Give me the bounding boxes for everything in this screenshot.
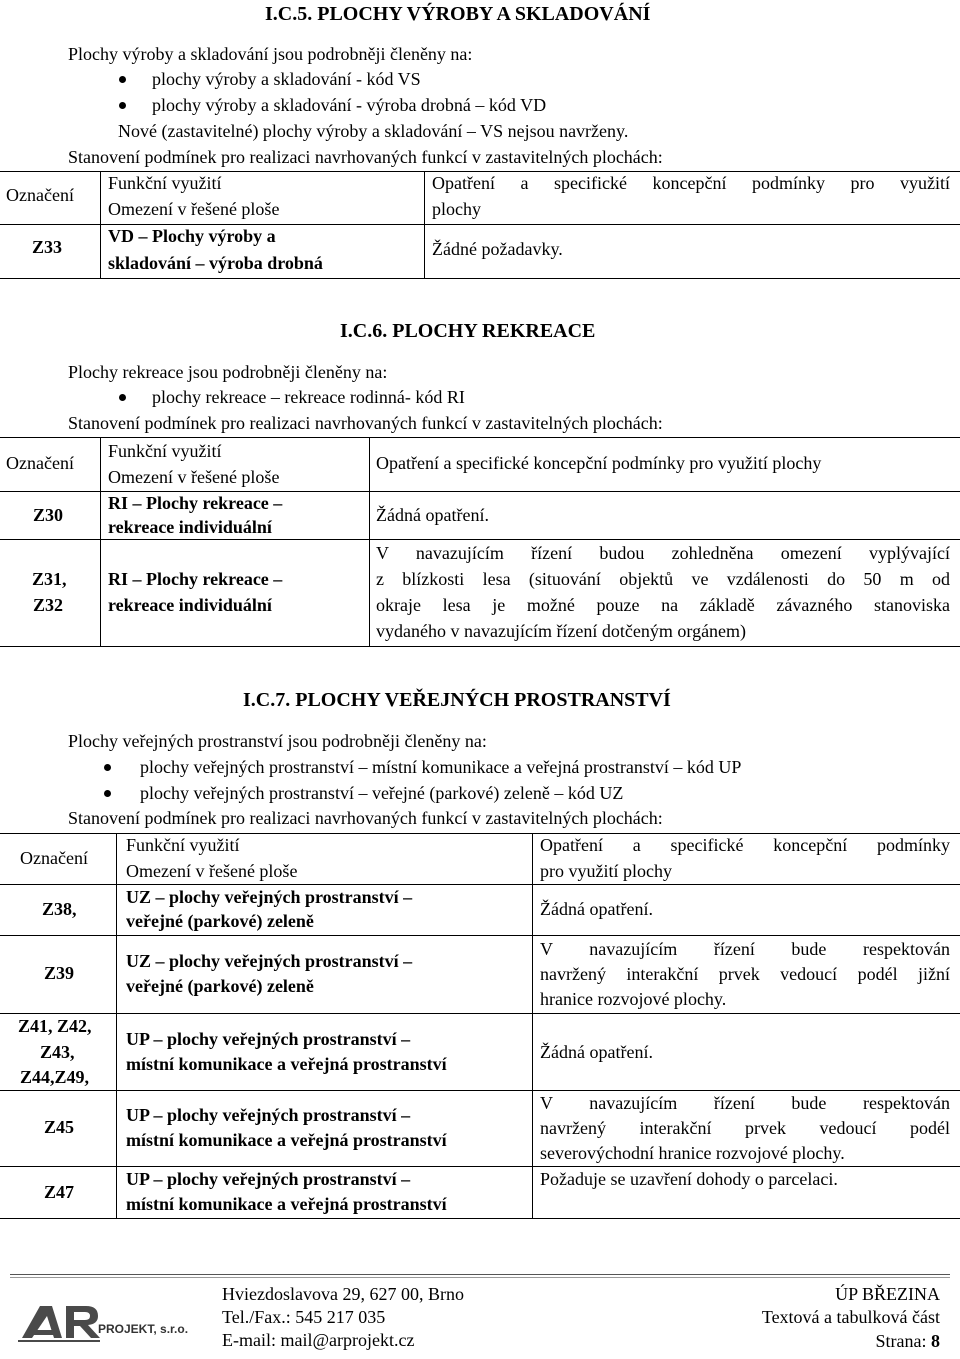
table-cell-opatreni: severovýchodní hranice rozvojové plochy. [540,1143,845,1163]
column-header-omezeni: Omezení v řešené ploše [126,861,298,881]
table-cell-opatreni: V navazujícím řízení bude respektován [540,939,950,959]
column-header-omezeni: Omezení v řešené ploše [108,199,280,219]
table-cell-funkcni: UP – plochy veřejných prostranství – [126,1029,411,1049]
table-rule [116,833,117,1218]
table-rule [532,833,533,1218]
list-item: plochy výroby a skladování - výroba drobná – kód VD [152,95,547,115]
table-cell-funkcni: UP – plochy veřejných prostranství – [126,1105,411,1125]
column-header-omezeni: Omezení v řešené ploše [108,467,280,487]
table-rule [0,539,960,540]
table-cell-id: Z33 [32,237,63,257]
column-header-opatreni: plochy [432,199,481,219]
table-cell-id: Z43, [40,1042,75,1062]
table-cell-funkcni: rekreace individuální [108,595,272,615]
table-rule [0,1218,960,1219]
bullet-icon [119,76,126,83]
logo-text: PROJEKT, s.r.o. [98,1322,189,1336]
table-rule [0,437,960,438]
table-cell-funkcni: místní komunikace a veřejná prostranství [126,1130,447,1150]
footer-part: Textová a tabulková část [761,1307,940,1327]
table-rule [0,1013,960,1014]
table-cell-funkcni: RI – Plochy rekreace – [108,493,283,513]
table-cell-opatreni: Požaduje se uzavření dohody o parcelaci. [540,1169,838,1189]
column-header-funkcni: Funkční využití [108,441,222,461]
table-cell-funkcni: místní komunikace a veřejná prostranství [126,1194,447,1214]
table-cell-funkcni: RI – Plochy rekreace – [108,569,283,589]
table-cell-id: Z32 [33,595,64,615]
note-text: Nové (zastavitelné) plochy výroby a skladování – VS nejsou navrženy. [118,121,629,141]
bullet-icon [104,764,111,771]
column-header-opatreni: pro využití plochy [540,861,672,881]
intro-text: Plochy veřejných prostranství jsou podrobněji členěny na: [68,731,487,751]
bullet-icon [119,394,126,401]
table-cell-funkcni: VD – Plochy výroby a [108,226,276,246]
column-header-oznaceni: Označení [6,185,74,205]
list-item: plochy veřejných prostranství – veřejné (parkové) zeleně – kód UZ [140,783,624,803]
table-cell-id: Z44,Z49, [20,1067,90,1087]
intro-text: Plochy rekreace jsou podrobněji členěny na: [68,362,388,382]
table-cell-id: Z41, Z42, [18,1016,92,1036]
conditions-text: Stanovení podmínek pro realizaci navrhovaných funkcí v zastavitelných plochách: [68,808,663,828]
section-heading-rekreace: I.C.6. PLOCHY REKREACE [340,320,596,342]
column-header-funkcni: Funkční využití [126,835,240,855]
section-heading-verejna-prostranstvi: I.C.7. PLOCHY VEŘEJNÝCH PROSTRANSTVÍ [243,689,671,711]
table-cell-funkcni: UP – plochy veřejných prostranství – [126,1169,411,1189]
table-cell-id: Z30 [33,505,64,525]
table-rule [424,171,425,278]
list-item: plochy veřejných prostranství – místní komunikace a veřejná prostranství – kód UP [140,757,742,777]
table-cell-id: Z45 [44,1117,75,1137]
ar-logo-icon [18,1294,198,1344]
footer-rule [10,1277,950,1278]
table-cell-funkcni: veřejné (parkové) zeleně [126,976,314,996]
bullet-icon [104,790,111,797]
footer-project: ÚP BŘEZINA [835,1284,940,1304]
page-label: Strana: [875,1331,927,1351]
table-cell-id: Z39 [44,963,75,983]
table-cell-opatreni: Žádná opatření. [540,1042,653,1062]
list-item: plochy rekreace – rekreace rodinná- kód RI [152,387,465,407]
table-cell-opatreni: Žádné požadavky. [432,239,563,259]
table-rule [0,935,960,936]
footer-address: Hviezdoslavova 29, 627 00, Brno [222,1284,464,1304]
conditions-text: Stanovení podmínek pro realizaci navrhovaných funkcí v zastavitelných plochách: [68,147,663,167]
column-header-oznaceni: Označení [20,848,88,868]
table-cell-funkcni: skladování – výroba drobná [108,253,323,273]
column-header-oznaceni: Označení [6,453,74,473]
table-rule [0,278,960,279]
table-cell-opatreni: Žádná opatření. [540,899,653,919]
table-cell-id: Z38, [42,899,77,919]
footer-rule [10,1274,950,1275]
table-cell-funkcni: UZ – plochy veřejných prostranství – [126,887,413,907]
table-cell-opatreni: z blízkosti lesa (situování objektů ve vzdálenosti do 50 m od [376,569,950,589]
section-heading-vyroba: I.C.5. PLOCHY VÝROBY A SKLADOVÁNÍ [265,3,651,25]
table-cell-funkcni: UZ – plochy veřejných prostranství – [126,951,413,971]
table-rule [0,1090,960,1091]
table-rule [0,646,960,647]
table-rule [0,884,960,885]
footer-phone: Tel./Fax.: 545 217 035 [222,1307,386,1327]
list-item: plochy výroby a skladování - kód VS [152,69,421,89]
page-number [876,1330,941,1352]
table-cell-funkcni: rekreace individuální [108,517,272,537]
column-header-opatreni: Opatření a specifické koncepční podmínky [540,835,950,855]
page-number-value: 8 [931,1331,940,1351]
column-header-opatreni: Opatření a specifické koncepční podmínky pro využití [432,173,950,193]
table-cell-opatreni: hranice rozvojové plochy. [540,989,727,1009]
table-cell-opatreni: vydaného v navazujícím řízení dotčeným orgánem) [376,621,747,641]
table-cell-opatreni: okraje lesa je možné pouze na základě závazného stanoviska [376,595,950,615]
column-header-funkcni: Funkční využití [108,173,222,193]
table-cell-opatreni: V navazujícím řízení bude respektován [540,1093,950,1113]
intro-text: Plochy výroby a skladování jsou podrobněji členěny na: [68,44,473,64]
table-cell-funkcni: veřejné (parkové) zeleně [126,911,314,931]
table-rule [369,437,370,646]
conditions-text: Stanovení podmínek pro realizaci navrhovaných funkcí v zastavitelných plochách: [68,413,663,433]
footer-email: E-mail: mail@arprojekt.cz [222,1330,415,1350]
table-rule [0,1166,960,1167]
table-cell-id: Z47 [44,1182,75,1202]
table-cell-opatreni: V navazujícím řízení budou zohledněna omezení vyplývající [376,543,950,563]
column-header-opatreni: Opatření a specifické koncepční podmínky pro využití plochy [376,453,822,473]
table-cell-funkcni: místní komunikace a veřejná prostranství [126,1054,447,1074]
bullet-icon [119,102,126,109]
table-cell-id: Z31, [32,569,67,589]
table-cell-opatreni: navržený interakční prvek vedoucí podél [540,1118,950,1138]
table-cell-opatreni: navržený interakční prvek vedoucí podél jižní [540,964,950,984]
company-logo [18,1294,198,1344]
table-rule [100,437,101,646]
table-rule [100,171,101,278]
table-cell-opatreni: Žádná opatření. [376,505,489,525]
